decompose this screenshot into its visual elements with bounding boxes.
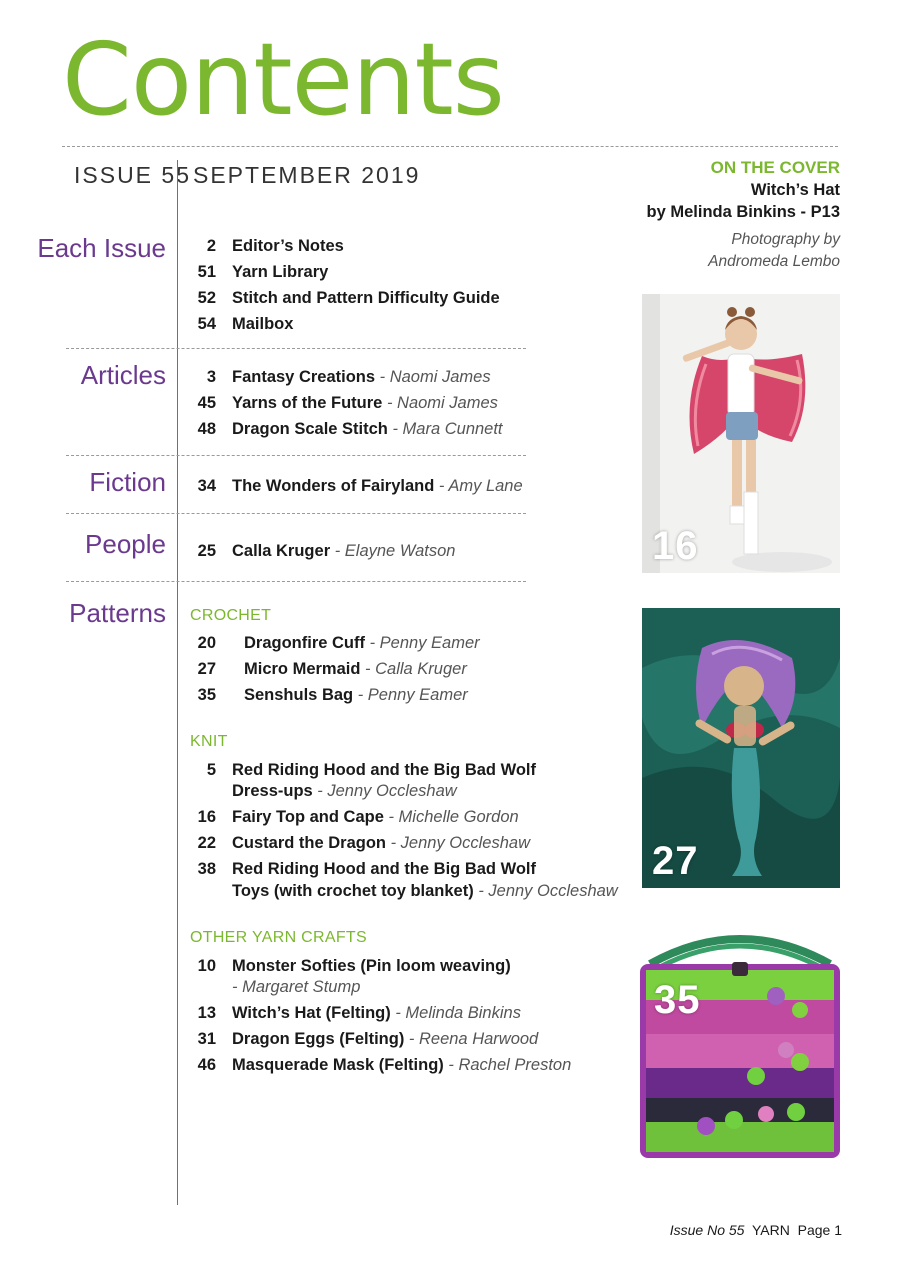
toc-entry[interactable]	[188, 419, 503, 439]
page-number: 48	[197, 420, 216, 438]
entry-title: Fantasy Creations	[232, 368, 376, 386]
entry-author: - Amy Lane	[434, 477, 523, 495]
entry-title: Masquerade Mask (Felting)	[232, 1056, 444, 1074]
toc-entry[interactable]	[188, 1055, 571, 1075]
column-divider	[177, 160, 178, 1205]
entry-title: Monster Softies (Pin loom weaving)	[232, 957, 511, 975]
entry-title: Stitch and Pattern Difficulty Guide	[232, 289, 500, 307]
section-divider	[66, 513, 526, 514]
page-number: 38	[197, 860, 216, 878]
issue-date: SEPTEMBER 2019	[193, 162, 421, 188]
entry-title: Mailbox	[232, 315, 294, 333]
photo-page-number: 27	[652, 839, 699, 883]
entry-author: - Melinda Binkins	[390, 1004, 521, 1022]
entry-title: Yarns of the Future	[232, 394, 383, 412]
page-number: 3	[206, 368, 216, 386]
toc-entry[interactable]	[188, 314, 293, 334]
toc-entry[interactable]	[188, 807, 519, 827]
page-number: 51	[197, 263, 216, 281]
page-number: 5	[206, 761, 216, 779]
cover-title: Witch’s Hat	[750, 181, 840, 199]
toc-entry[interactable]	[188, 367, 491, 387]
category-knit: KNIT	[190, 733, 228, 750]
photo-page-number: 35	[654, 978, 701, 1022]
toc-entry[interactable]	[188, 659, 467, 679]
entry-title: Calla Kruger	[232, 542, 331, 560]
page-title: Contents	[62, 21, 504, 138]
section-each-issue: Each Issue	[37, 233, 166, 263]
entry-author: - Jenny Occleshaw	[386, 834, 530, 852]
toc-entry[interactable]	[188, 833, 530, 853]
entry-author: - Elayne Watson	[330, 542, 456, 560]
page-number: 16	[197, 808, 216, 826]
footer-page: Page 1	[797, 1222, 842, 1238]
page-number: 2	[206, 237, 216, 255]
toc-entry-continuation[interactable]	[232, 881, 618, 901]
section-articles: Articles	[80, 360, 166, 390]
entry-author: - Penny Eamer	[365, 634, 480, 652]
photo-credit-name: Andromeda Lembo	[708, 253, 840, 270]
section-people: People	[85, 529, 166, 559]
title-divider	[62, 146, 838, 147]
toc-entry[interactable]	[188, 262, 328, 282]
section-divider	[66, 455, 526, 456]
entry-title: The Wonders of Fairyland	[232, 477, 435, 495]
entry-title-line2: Toys (with crochet toy blanket)	[232, 882, 474, 900]
entry-title: Yarn Library	[232, 263, 329, 281]
section-divider	[66, 581, 526, 582]
entry-title: Custard the Dragon	[232, 834, 387, 852]
page-number: 54	[197, 315, 216, 333]
entry-author: - Reena Harwood	[404, 1030, 539, 1048]
toc-entry[interactable]	[188, 1003, 521, 1023]
page-number: 31	[197, 1030, 216, 1048]
entry-title: Fairy Top and Cape	[232, 808, 384, 826]
toc-entry-continuation[interactable]	[232, 977, 360, 997]
page-footer	[670, 1222, 842, 1238]
page-number: 13	[197, 1004, 216, 1022]
cover-byline: by Melinda Binkins - P13	[646, 203, 840, 221]
toc-entry[interactable]	[188, 393, 498, 413]
toc-entry-continuation[interactable]	[232, 781, 457, 801]
issue-number: ISSUE 55	[74, 162, 191, 188]
toc-entry[interactable]	[188, 685, 468, 705]
entry-title: Micro Mermaid	[244, 660, 361, 678]
page-number: 45	[197, 394, 216, 412]
toc-entry[interactable]	[188, 956, 511, 976]
toc-entry[interactable]	[188, 288, 500, 308]
page-number: 27	[197, 660, 216, 678]
page-number: 20	[197, 634, 216, 652]
entry-title: Dragon Scale Stitch	[232, 420, 393, 438]
section-fiction: Fiction	[89, 467, 166, 497]
entry-author: - Naomi James	[375, 368, 491, 386]
crochet-bag-illustration	[636, 930, 844, 1162]
photo-senshuls-bag[interactable]	[636, 930, 844, 1162]
photo-page-number: 16	[652, 524, 699, 568]
photo-fairy-cape[interactable]	[642, 294, 840, 573]
entry-title: Dragon Eggs (Felting)	[232, 1030, 405, 1048]
toc-entry[interactable]	[188, 859, 536, 879]
page-number: 10	[197, 957, 216, 975]
toc-entry[interactable]	[188, 760, 536, 780]
toc-entry[interactable]	[188, 236, 344, 256]
category-crochet: CROCHET	[190, 607, 272, 624]
page-number: 22	[197, 834, 216, 852]
footer-magazine: YARN	[751, 1222, 790, 1238]
entry-author: - Naomi James	[382, 394, 498, 412]
entry-title: Editor’s Notes	[232, 237, 344, 255]
entry-author: - Jenny Occleshaw	[473, 882, 618, 900]
on-the-cover	[580, 157, 840, 273]
cover-heading: ON THE COVER	[710, 158, 840, 177]
footer-issue: Issue No 55	[669, 1222, 745, 1238]
page-number: 25	[197, 542, 216, 560]
category-other-yarn-crafts: OTHER YARN CRAFTS	[190, 929, 367, 946]
section-divider	[66, 348, 526, 349]
entry-author: - Penny Eamer	[353, 686, 468, 704]
page-number: 34	[197, 477, 216, 495]
toc-entry[interactable]	[188, 633, 480, 653]
entry-title: Red Riding Hood and the Big Bad Wolf	[232, 860, 537, 878]
entry-author: - Jenny Occleshaw	[312, 782, 457, 800]
entry-title: Senshuls Bag	[244, 686, 354, 704]
entry-author: - Michelle Gordon	[383, 808, 519, 826]
entry-title: Dragonfire Cuff	[244, 634, 365, 652]
toc-entry[interactable]	[188, 476, 523, 496]
toc-entry[interactable]	[188, 541, 455, 561]
entry-title-line2: Dress-ups	[232, 782, 313, 800]
photo-credit: Photography by	[731, 231, 840, 248]
photo-micro-mermaid[interactable]	[642, 608, 840, 888]
entry-author: - Mara Cunnett	[392, 420, 503, 438]
page-number: 52	[197, 289, 216, 307]
entry-title: Witch’s Hat (Felting)	[232, 1004, 391, 1022]
entry-title: Red Riding Hood and the Big Bad Wolf	[232, 761, 537, 779]
entry-author: - Rachel Preston	[443, 1056, 572, 1074]
page-number: 46	[197, 1056, 216, 1074]
toc-entry[interactable]	[188, 1029, 538, 1049]
entry-author: - Margaret Stump	[232, 978, 361, 996]
entry-author: - Calla Kruger	[360, 660, 467, 678]
section-patterns: Patterns	[69, 598, 166, 628]
page-number: 35	[197, 686, 216, 704]
